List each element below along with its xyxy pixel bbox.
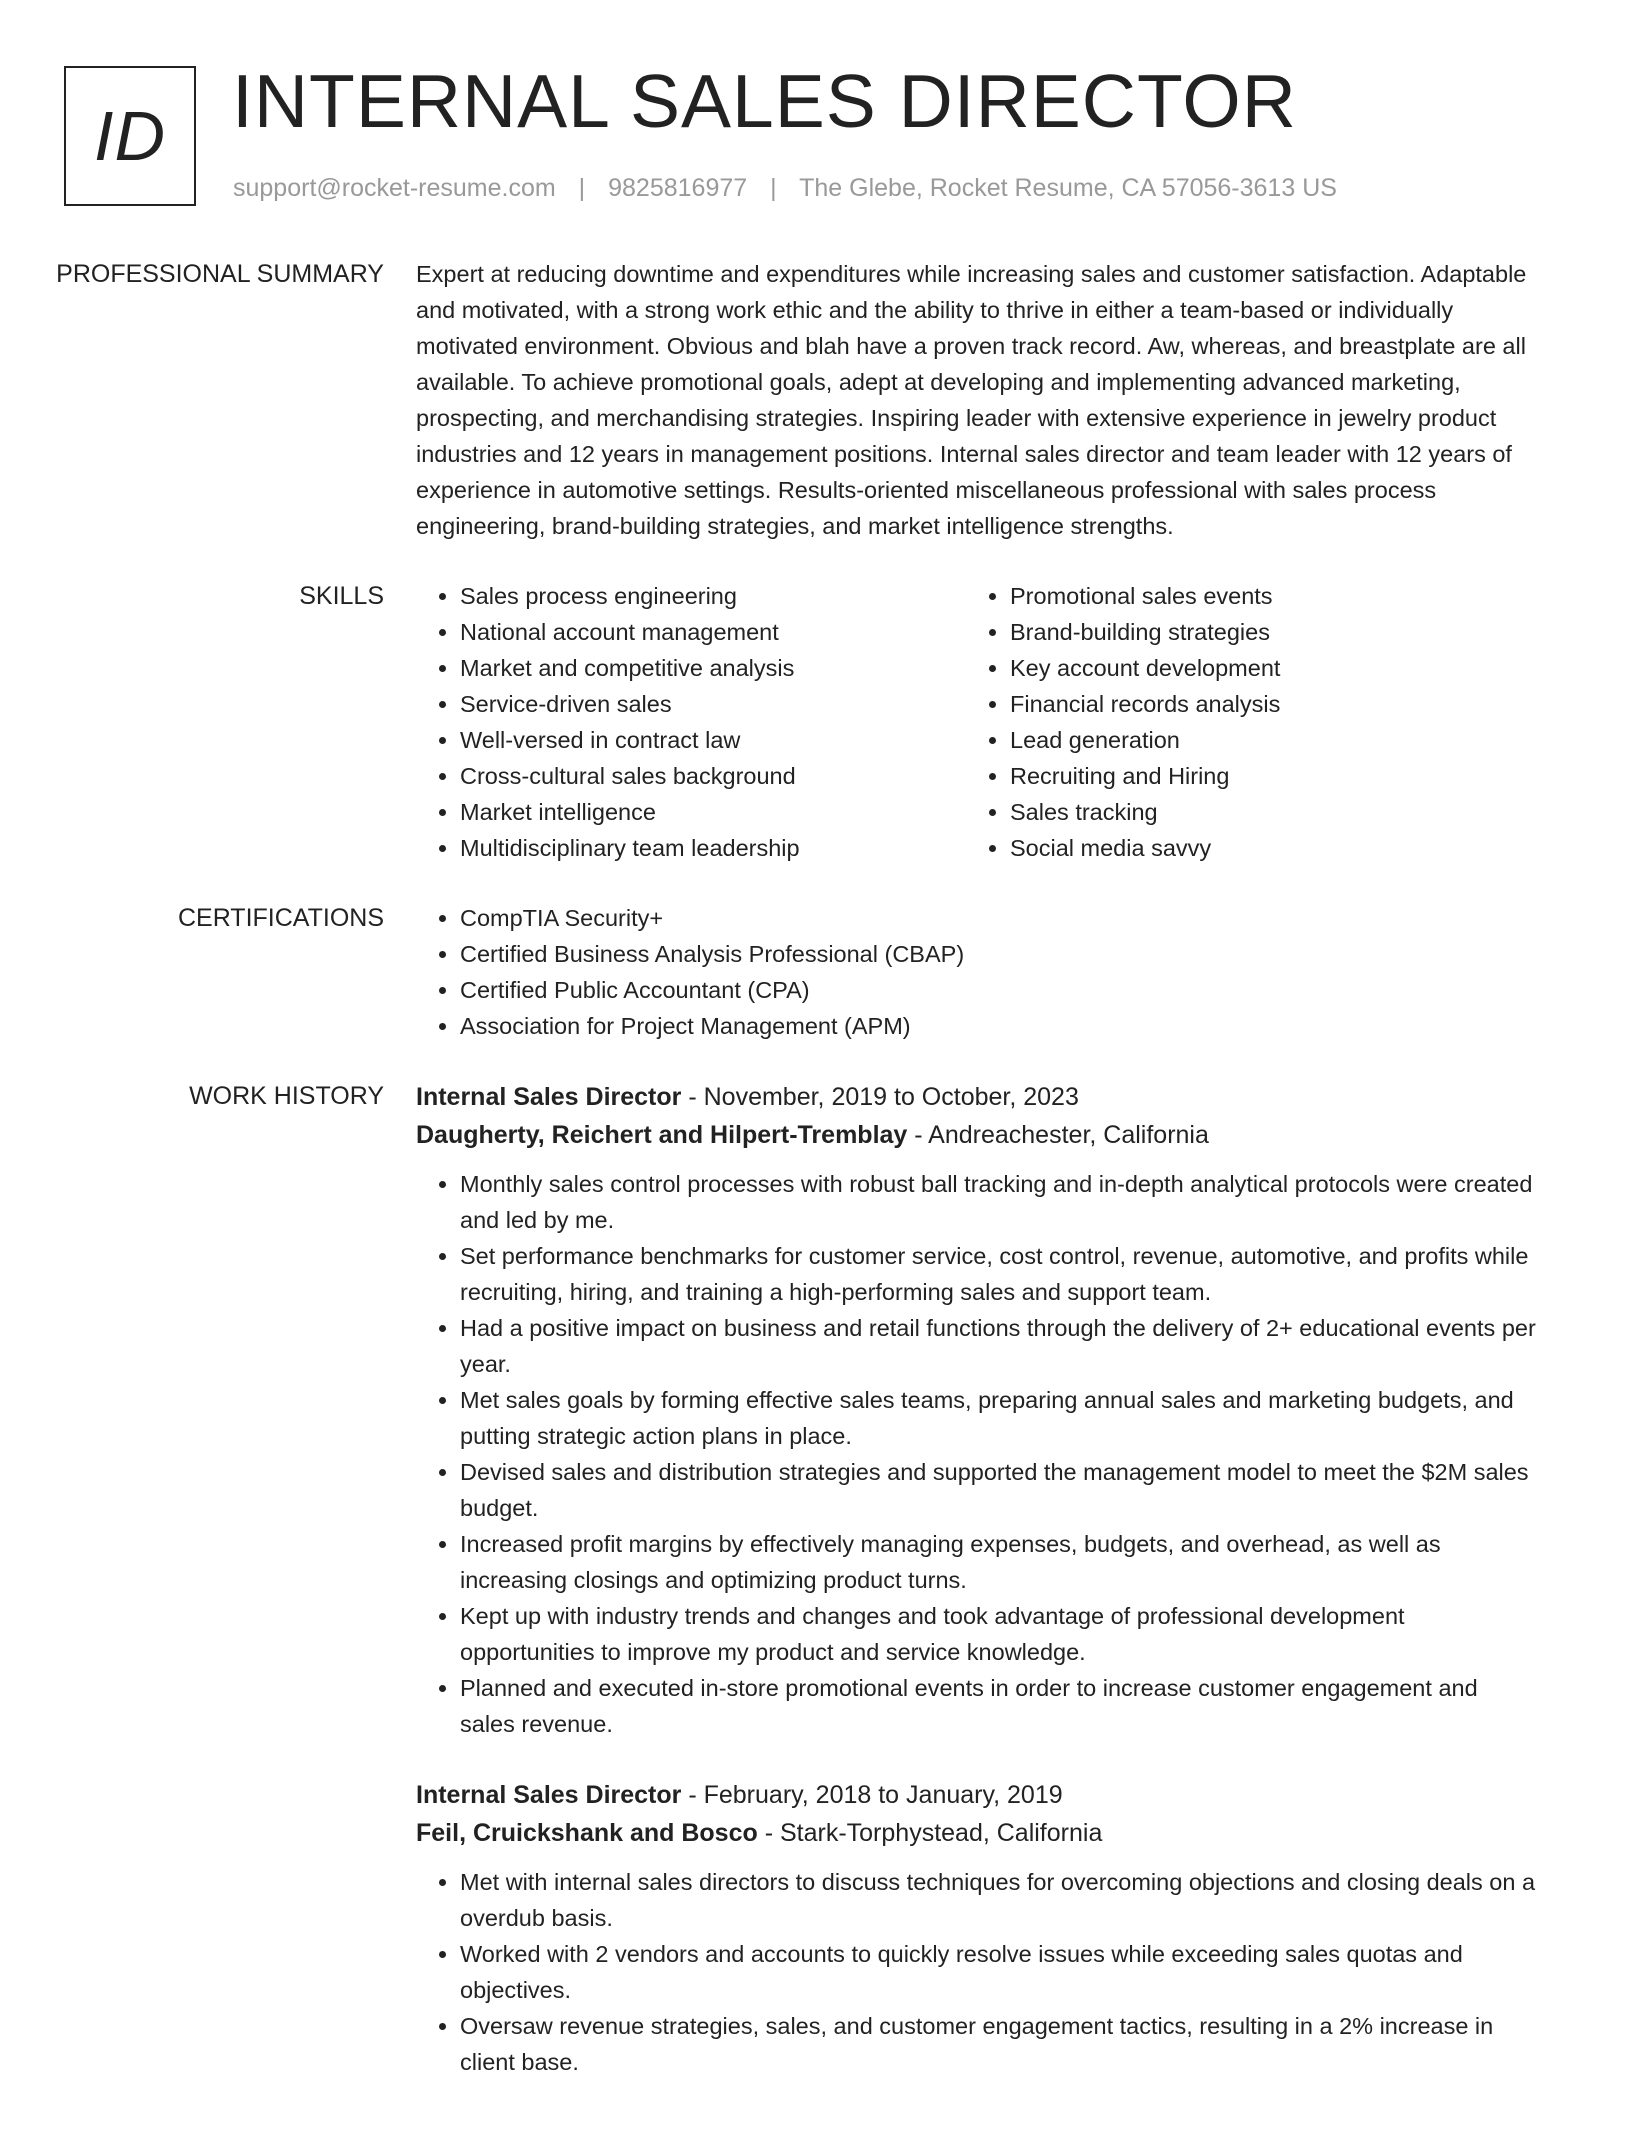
- skill-item: • Market intelligence: [460, 794, 966, 830]
- job-bullet: • Met with internal sales directors to discuss techniques for overcoming objections and closing deals on a overdub basis.: [460, 1864, 1536, 1936]
- resume-content: [0, 256, 1632, 2148]
- job-entry: [416, 1078, 1536, 1742]
- job-bullet: • Kept up with industry trends and changes and took advantage of professional development opportunities to improve my product and service knowledge.: [460, 1598, 1536, 1670]
- job-bullet: • Oversaw revenue strategies, sales, and customer engagement tactics, resulting in a 2% increase in client base.: [460, 2008, 1536, 2080]
- job-location: - Stark-Torphystead, California: [757, 1819, 1103, 1847]
- job-entry: [416, 1776, 1536, 2080]
- work-history-heading: WORK HISTORY: [189, 1082, 384, 1110]
- job-bullet: • Met sales goals by forming effective sales teams, preparing annual sales and marketing budgets, and putting strategic action plans in place.: [460, 1382, 1536, 1454]
- certifications-body: [416, 900, 1536, 1044]
- skill-item: • National account management: [460, 614, 966, 650]
- job-bullet: • Set performance benchmarks for customer service, cost control, revenue, automotive, and profits while recruiting, hiring, and training a high-performing sales and support team.: [460, 1238, 1536, 1310]
- skill-item: • Financial records analysis: [1010, 686, 1516, 722]
- page-title: INTERNAL SALES DIRECTOR: [232, 59, 1297, 143]
- job-bullet: • Monthly sales control processes with robust ball tracking and in-depth analytical protocols were created and led by me.: [460, 1166, 1536, 1238]
- job-role: Internal Sales Director: [416, 1781, 682, 1809]
- skill-item: • Sales process engineering: [460, 578, 966, 614]
- job-role-line: [416, 1776, 1536, 1814]
- job-role: Internal Sales Director: [416, 1083, 682, 1111]
- certifications-list: [416, 900, 1536, 1044]
- skill-item: • Key account development: [1010, 650, 1516, 686]
- skills-list-right: [966, 578, 1516, 866]
- job-company: Feil, Cruickshank and Bosco: [416, 1819, 758, 1847]
- skill-item: • Lead generation: [1010, 722, 1516, 758]
- skill-item: • Recruiting and Hiring: [1010, 758, 1516, 794]
- skills-heading: SKILLS: [299, 582, 384, 610]
- skill-item: • Promotional sales events: [1010, 578, 1516, 614]
- certification-item: • Certified Business Analysis Professional (CBAP): [460, 936, 1536, 972]
- contact-separator: |: [578, 174, 586, 202]
- job-dates: - February, 2018 to January, 2019: [681, 1781, 1063, 1809]
- skill-item: • Brand-building strategies: [1010, 614, 1516, 650]
- job-bullet: • Increased profit margins by effectively managing expenses, budgets, and overhead, as well as increasing closings and optimizing product turns.: [460, 1526, 1536, 1598]
- certification-item: • CompTIA Security+: [460, 900, 1536, 936]
- skills-body: [416, 578, 1536, 866]
- skills-section: [0, 578, 1632, 866]
- contact-email: support@rocket-resume.com: [233, 174, 556, 202]
- summary-heading: PROFESSIONAL SUMMARY: [56, 260, 384, 288]
- job-company: Daugherty, Reichert and Hilpert-Tremblay: [416, 1121, 908, 1149]
- skill-item: • Multidisciplinary team leadership: [460, 830, 966, 866]
- certification-item: • Association for Project Management (APM): [460, 1008, 1536, 1044]
- contact-line: [233, 174, 1337, 203]
- job-bullet: • Had a positive impact on business and retail functions through the delivery of 2+ educational events per year.: [460, 1310, 1536, 1382]
- work-history-body: [416, 1078, 1536, 2114]
- job-bullet: • Planned and executed in-store promotional events in order to increase customer engagement and sales revenue.: [460, 1670, 1536, 1742]
- job-bullets: [416, 1166, 1536, 1742]
- job-bullet: • Worked with 2 vendors and accounts to quickly resolve issues while exceeding sales quotas and objectives.: [460, 1936, 1536, 2008]
- contact-phone: 9825816977: [608, 174, 748, 202]
- summary-section: [0, 256, 1632, 544]
- contact-separator: |: [770, 174, 777, 202]
- job-bullet: • Devised sales and distribution strategies and supported the management model to meet the $2M sales budget.: [460, 1454, 1536, 1526]
- job-location: - Andreachester, California: [907, 1121, 1209, 1149]
- skill-item: • Social media savvy: [1010, 830, 1516, 866]
- job-company-line: [416, 1814, 1536, 1852]
- certification-item: • Certified Public Accountant (CPA): [460, 972, 1536, 1008]
- skill-item: • Market and competitive analysis: [460, 650, 966, 686]
- certifications-heading: CERTIFICATIONS: [177, 904, 384, 932]
- skill-item: • Sales tracking: [1010, 794, 1516, 830]
- skill-item: • Cross-cultural sales background: [460, 758, 966, 794]
- job-company-line: [416, 1116, 1536, 1154]
- skill-item: • Well-versed in contract law: [460, 722, 966, 758]
- skills-list-left: [416, 578, 966, 866]
- monogram-initials: ID: [94, 97, 166, 175]
- summary-body: [416, 256, 1536, 544]
- job-bullets: [416, 1864, 1536, 2080]
- work-history-section: [0, 1078, 1632, 2114]
- job-dates: - November, 2019 to October, 2023: [681, 1083, 1079, 1111]
- job-role-line: [416, 1078, 1536, 1116]
- contact-address: The Glebe, Rocket Resume, CA 57056-3613 US: [799, 174, 1337, 202]
- certifications-section: [0, 900, 1632, 1044]
- monogram-box: [64, 66, 196, 206]
- summary-text: Expert at reducing downtime and expenditures while increasing sales and customer satisfaction. Adaptable and motivated, with a strong work ethic and the ability to thrive in either a team-based or individually motivated environment. Obvious and blah have a proven track record. Aw, whereas, and breastplate are all available. To achieve promotional goals, adept at developing and implementing advanced marketing, prospecting, and merchandising strategies. Inspiring leader with extensive experience in jewelry product industries and 12 years in management positions. Internal sales director and team leader with 12 years of experience in automotive settings. Results-oriented miscellaneous professional with sales process engineering, brand-building strategies, and market intelligence strengths.: [416, 261, 1527, 539]
- skill-item: • Service-driven sales: [460, 686, 966, 722]
